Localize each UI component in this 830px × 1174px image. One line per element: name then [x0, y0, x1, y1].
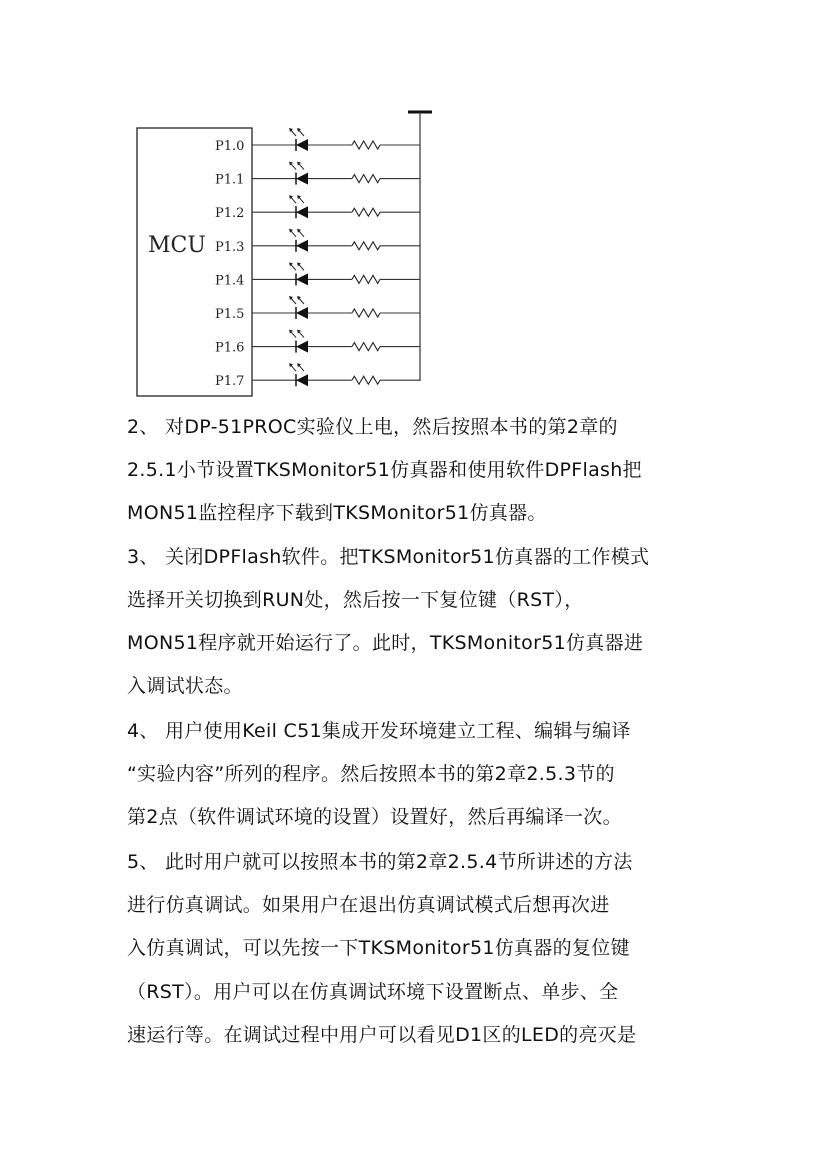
led-row — [215, 262, 420, 288]
mcu-label: MCU — [148, 233, 206, 258]
pin-label: P1.2 — [215, 206, 245, 222]
pin-label: P1.5 — [215, 307, 245, 322]
mcu-box — [137, 128, 252, 396]
led-row — [215, 330, 420, 356]
led-row — [215, 128, 420, 154]
text-line: 速运行等。在调试过程中用户可以看见D1区的LED的亮灭是 — [127, 1024, 637, 1046]
pin-label: P1.3 — [215, 239, 245, 255]
led-row — [215, 229, 420, 255]
led-icon — [296, 206, 308, 218]
text-line: 4、 用户使用Keil C51集成开发环境建立工程、编辑与编译 — [127, 720, 631, 742]
pin-label: P1.6 — [215, 340, 245, 356]
pin-label: P1.7 — [215, 374, 245, 390]
pin-label: P1.4 — [215, 273, 245, 289]
led-icon — [296, 341, 308, 353]
text-line: MON51程序就开始运行了。此时，TKSMonitor51仿真器进 — [127, 632, 644, 654]
led-icon — [296, 307, 308, 319]
led-row — [215, 296, 420, 322]
pin-label: P1.0 — [215, 139, 245, 154]
led-icon — [296, 173, 308, 185]
text-line: 5、 此时用户就可以按照本书的第2章2.5.4节所讲述的方法 — [127, 851, 633, 873]
text-line: （RST）。用户可以在仿真调试环境下设置断点、单步、全 — [127, 981, 619, 1003]
text-line: MON51监控程序下载到TKSMonitor51仿真器。 — [127, 502, 547, 524]
text-line: “实验内容”所列的程序。然后按照本书的第2章2.5.3节的 — [127, 763, 615, 785]
pin-label: P1.1 — [215, 172, 245, 188]
led-row — [215, 195, 420, 221]
text-line: 进行仿真调试。如果用户在退出仿真调试模式后想再次进 — [127, 894, 610, 916]
led-icon — [296, 374, 308, 386]
text-line: 2、 对DP-51PROC实验仪上电，然后按照本书的第2章的 — [127, 416, 618, 438]
led-icon — [296, 273, 308, 285]
led-circuit-diagram — [0, 0, 830, 410]
led-row — [215, 363, 420, 389]
text-line: 2.5.1小节设置TKSMonitor51仿真器和使用软件DPFlash把 — [127, 459, 642, 481]
led-icon — [296, 139, 308, 151]
led-row — [215, 162, 420, 188]
text-line: 第2点（软件调试环境的设置）设置好，然后再编译一次。 — [127, 806, 622, 828]
text-line: 入调试状态。 — [127, 675, 243, 697]
led-icon — [296, 240, 308, 252]
text-line: 选择开关切换到RUN处，然后按一下复位键（RST）， — [127, 589, 584, 611]
text-line: 入仿真调试，可以先按一下TKSMonitor51仿真器的复位键 — [127, 937, 630, 959]
text-line: 3、 关闭DPFlash软件。把TKSMonitor51仿真器的工作模式 — [127, 546, 650, 568]
